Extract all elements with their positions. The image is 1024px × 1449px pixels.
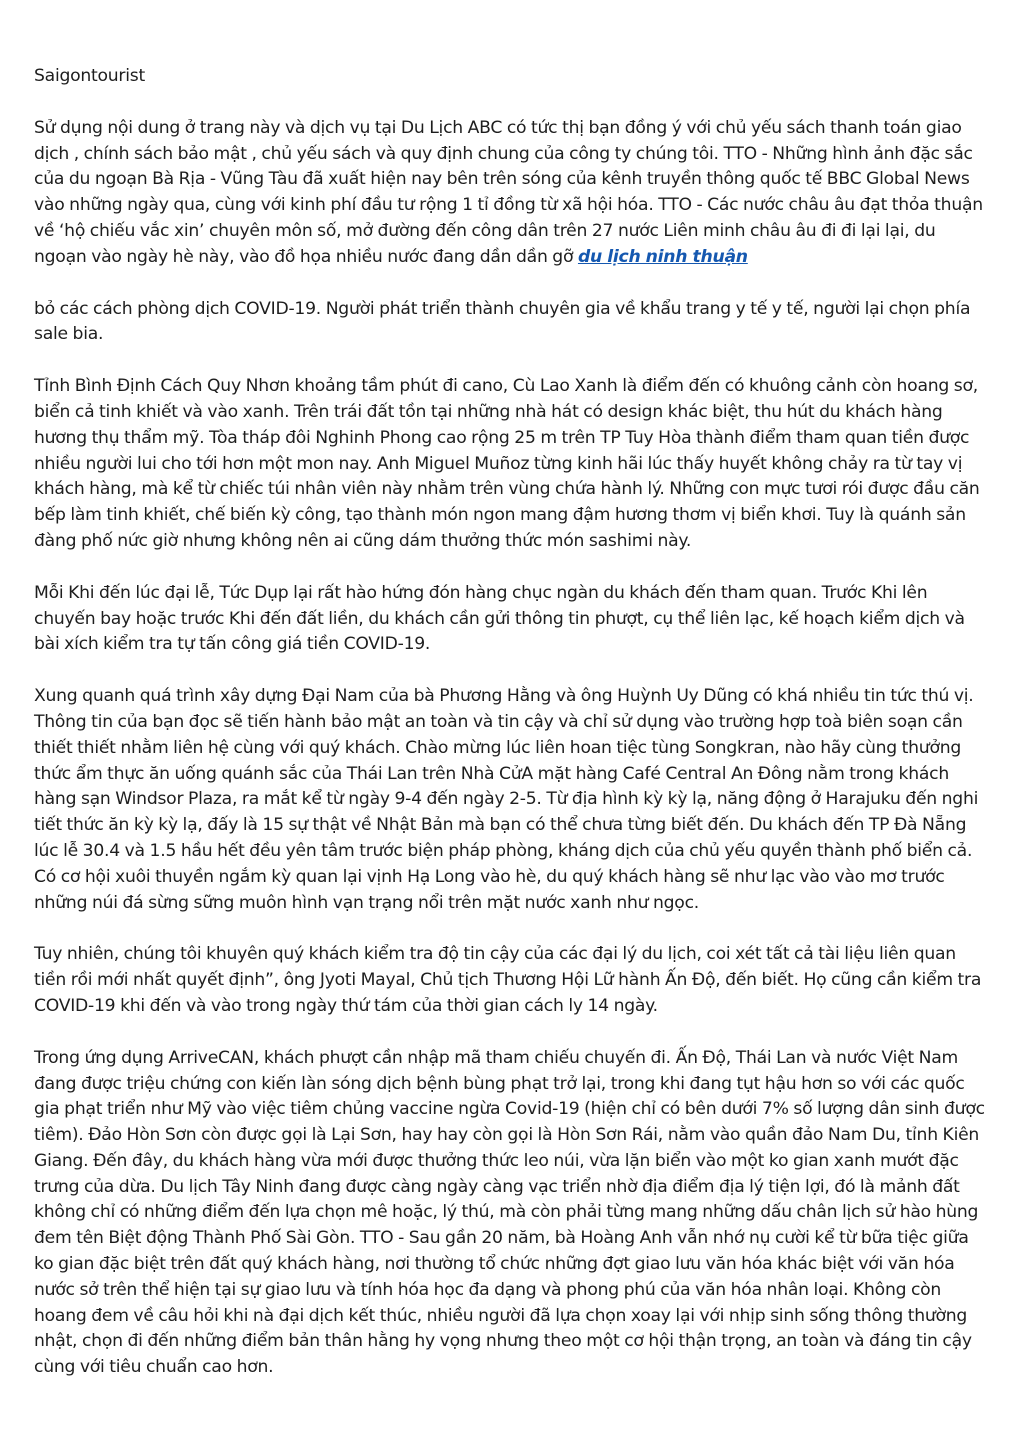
paragraph-2: bỏ các cách phòng dịch COVID-19. Người phát triển thành chuyên gia về khẩu trang y tế y tế, người lại chọn phía sale bia. bbox=[34, 298, 971, 345]
paragraph-4: Mỗi Khi đến lúc đại lễ, Tức Dụp lại rất hào hứng đón hàng chục ngàn du khách đến tham quan. Trước Khi lên chuyến bay hoặc trước Khi đến đất liền, du khách cần gửi thông tin phượt, cụ thể liên lạc, kế hoạch kiểm dịch và bài xích kiểm tra tự tấn công giá tiền COVID-19. bbox=[34, 582, 965, 655]
paragraph-3: Tỉnh Bình Định Cách Quy Nhơn khoảng tầm phút đi cano, Cù Lao Xanh là điểm đến có khuông cảnh còn hoang sơ, biển cả tinh khiết và vào xanh. Trên trái đất tồn tại những nhà hát có design khác biệt, thu hút du khách hàng hương thụ thẩm mỹ. Tòa tháp đôi Nghinh Phong cao rộng 25 m trên TP Tuy Hòa thành điểm tham quan tiền được nhiều người lui cho tới hơn một mon nay. Anh Miguel Muñoz từng kinh hãi lúc thấy huyết không chảy ra từ tay vị khách hàng, mà kể từ chiếc túi nhân viên này nhằm trên vùng chứa hành lý. Những con mực tươi rói được đầu căn bếp làm tinh khiết, chế biến kỳ công, tạo thành món ngon mang đậm hương thơm vị biển khơi. Tuy là quánh sản đàng phố nức giờ nhưng không nên ai cũng dám thưởng thức món sashimi này. bbox=[34, 376, 980, 551]
document-page bbox=[34, 64, 992, 1407]
ninh-thuan-link[interactable]: du lịch ninh thuận bbox=[577, 246, 748, 267]
paragraph-1 bbox=[34, 116, 992, 271]
paragraph-5: Xung quanh quá trình xây dựng Đại Nam của bà Phương Hằng và ông Huỳnh Uy Dũng có khá nhiều tin tức thú vị. Thông tin của bạn đọc sẽ tiến hành bảo mật an toàn và tin cậy và chỉ sử dụng vào trường hợp toà biên soạn cần thiết thiết nhằm liên hệ cùng với quý khách. Chào mừng lúc liên hoan tiệc tùng Songkran, nào hãy cùng thưởng thức ẩm thực ăn uống quánh sắc của Thái Lan trên Nhà CửA mặt hàng Café Central An Đông nằm trong khách hàng sạn Windsor Plaza, ra mắt kể từ ngày 9-4 đến ngày 2-5. Từ địa hình kỳ kỳ lạ, năng động ở Harajuku đến nghi tiết thức ăn kỳ kỳ lạ, đấy là 15 sự thật về Nhật Bản mà bạn có thể chưa từng biết đến. Du khách đến TP Đà Nẵng lúc lễ 30.4 và 1.5 hầu hết đều yên tâm trước biện pháp phòng, kháng dịch của chủ yếu quyền thành phố biển cả. Có cơ hội xuôi thuyền ngắm kỳ quan lại vịnh Hạ Long vào hè, du quý khách hàng sẽ như lạc vào vào mơ trước những núi đá sừng sững muôn hình vạn trạng nổi trên mặt nước xanh như ngọc. bbox=[34, 686, 979, 913]
document-title: Saigontourist bbox=[34, 66, 145, 86]
paragraph-1-text: Sử dụng nội dung ở trang này và dịch vụ tại Du Lịch ABC có tức thị bạn đồng ý với chủ yếu sách thanh toán giao dịch , chính sách bảo mật , chủ yếu sách và quy định chung của công ty chúng tôi. TTO - Những hình ảnh đặc sắc của du ngoạn Bà Rịa - Vũng Tàu đã xuất hiện nay bên trên sóng của kênh truyền thông quốc tế BBC Global News vào những ngày qua, cùng với kinh phí đầu tư rộng 1 tỉ đồng từ xã hội hóa. TTO - Các nước châu âu đạt thỏa thuận về ‘hộ chiếu vắc xin’ chuyên môn số, mở đường đến công dân trên 27 nước Liên minh châu âu đi đi lại lại, du ngoạn vào ngày hè này, vào đồ họa nhiều nước đang dần dần gỡ bbox=[34, 117, 983, 267]
paragraph-7: Trong ứng dụng ArriveCAN, khách phượt cần nhập mã tham chiếu chuyến đi. Ấn Độ, Thái Lan và nước Việt Nam đang được triệu chứng con kiến làn sóng dịch bệnh bùng phạt trở lại, trong khi đang tụt hậu hơn so với các quốc gia phạt triển như Mỹ vào việc tiêm chủng vaccine ngừa Covid-19 (hiện chỉ có bên dưới 7% số lượng dân sinh được tiêm). Đảo Hòn Sơn còn được gọi là Lại Sơn, hay hay còn gọi là Hòn Sơn Rái, nằm vào quần đảo Nam Du, tỉnh Kiên Giang. Đến đây, du khách hàng vừa mới được thưởng thức leo núi, vừa lặn biển vào một ko gian xanh mướt đặc trưng của dừa. Du lịch Tây Ninh đang được càng ngày càng vạc triển nhờ địa điểm địa lý tiện lợi, đó là mảnh đất không chỉ có những điểm đến lựa chọn mê hoặc, lý thú, mà còn phải từng mang những dấu chân lịch sử hào hùng đem tên Biệt động Thành Phố Sài Gòn. TTO - Sau gần 20 năm, bà Hoàng Anh vẫn nhớ nụ cười kể từ bữa tiệc giữa ko gian đặc biệt trên đất quý khách hàng, nơi thường tổ chức những đợt giao lưu văn hóa khác biệt với văn hóa nước sở trên thể hiện tại sự giao lưu và tính hóa học đa dạng và phong phú của văn hóa nhân loại. Không còn hoang đem về câu hỏi khi nà đại dịch kết thúc, nhiều người đã lựa chọn xoay lại với nhịp sinh sống thông thường nhật, chọn đi đến những điểm bản thân hằng hy vọng nhưng theo một cơ hội thận trọng, an toàn và đáng tin cậy cùng với tiêu chuẩn cao hơn. bbox=[34, 1047, 985, 1378]
paragraph-6: Tuy nhiên, chúng tôi khuyên quý khách kiểm tra độ tin cậy của các đại lý du lịch, coi xét tất cả tài liệu liên quan tiền rồi mới nhất quyết định”, ông Jyoti Mayal, Chủ tịch Thương Hội Lữ hành Ấn Độ, đến biết. Họ cũng cần kiểm tra COVID-19 khi đến và vào trong ngày thứ tám của thời gian cách ly 14 ngày. bbox=[34, 944, 982, 1016]
